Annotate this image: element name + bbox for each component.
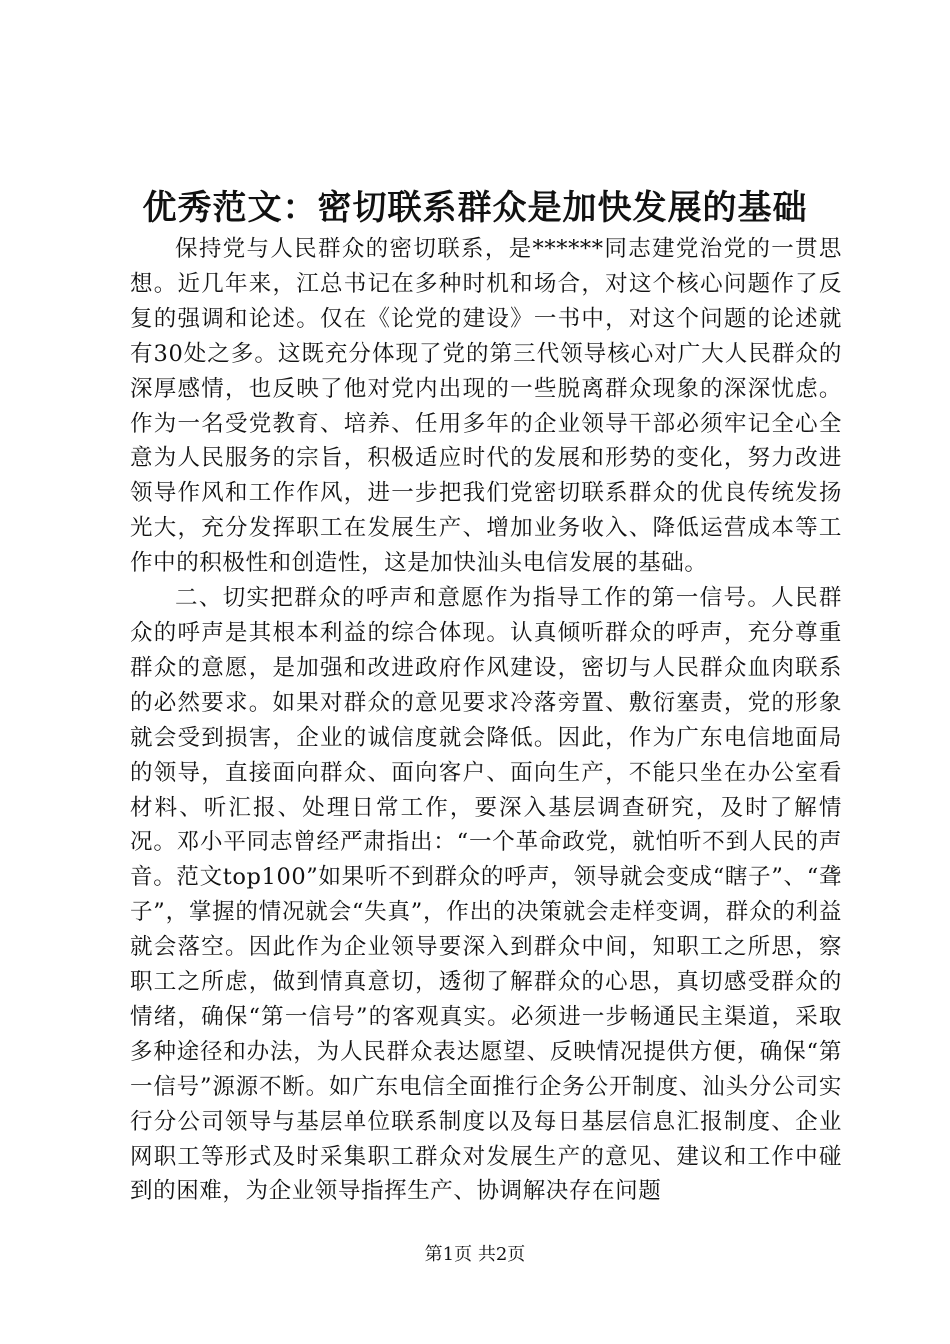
document-title: 优秀范文：密切联系群众是加快发展的基础 bbox=[142, 188, 808, 228]
paragraph-section-two: 二、切实把群众的呼声和意愿作为指导工作的第一信号。人民群众的呼声是其根本利益的综合体现。认真倾听群众的呼声，充分尊重群众的意愿，是加强和改进政府作风建设，密切与人民群众血肉联系的必然要求。如果对群众的意见要求冷落旁置、敷衍塞责，党的形象就会受到损害，企业的诚信度就会降低。因此，作为广东电信地面局的领导，直接面向群众、面向客户、面向生产，不能只坐在办公室看材料、听汇报、处理日常工作，要深入基层调查研究，及时了解情况。邓小平同志曾经严肃指出：“一个革命政党，就怕听不到人民的声音。范文top100”如果听不到群众的呼声，领导就会变成“瞎子”、“聋子”，掌握的情况就会“失真”，作出的决策就会走样变调，群众的利益就会落空。因此作为企业领导要深入到群众中间，知职工之所思，察职工之所虑，做到情真意切，透彻了解群众的心思，真切感受群众的情绪，确保“第一信号”的客观真实。必须进一步畅通民主渠道，采取多种途径和办法，为人民群众表达愿望、反映情况提供方便，确保“第一信号”源源不断。如广东电信全面推行企务公开制度、汕头分公司实行分公司领导与基层单位联系制度以及每日基层信息汇报制度、企业网职工等形式及时采集职工群众对发展生产的意见、建议和工作中碰到的困难，为企业领导指挥生产、协调解决存在问题 bbox=[130, 585, 842, 1205]
document-body bbox=[130, 232, 842, 1209]
paragraph-intro: 保持党与人民群众的密切联系，是******同志建党治党的一贯思想。近几年来，江总书记在多种时机和场合，对这个核心问题作了反复的强调和论述。仅在《论党的建设》一书中，对这个问题的论述就有30处之多。这既充分体现了党的第三代领导核心对广大人民群众的深厚感情，也反映了他对党内出现的一些脱离群众现象的深深忧虑。作为一名受党教育、培养、任用多年的企业领导干部必须牢记全心全意为人民服务的宗旨，积极适应时代的发展和形势的变化，努力改进领导作风和工作作风，进一步把我们党密切联系群众的优良传统发扬光大，充分发挥职工在发展生产、增加业务收入、降低运营成本等工作中的积极性和创造性，这是加快汕头电信发展的基础。 bbox=[130, 236, 842, 577]
page-number-footer: 第1页 共2页 bbox=[424, 1244, 526, 1265]
